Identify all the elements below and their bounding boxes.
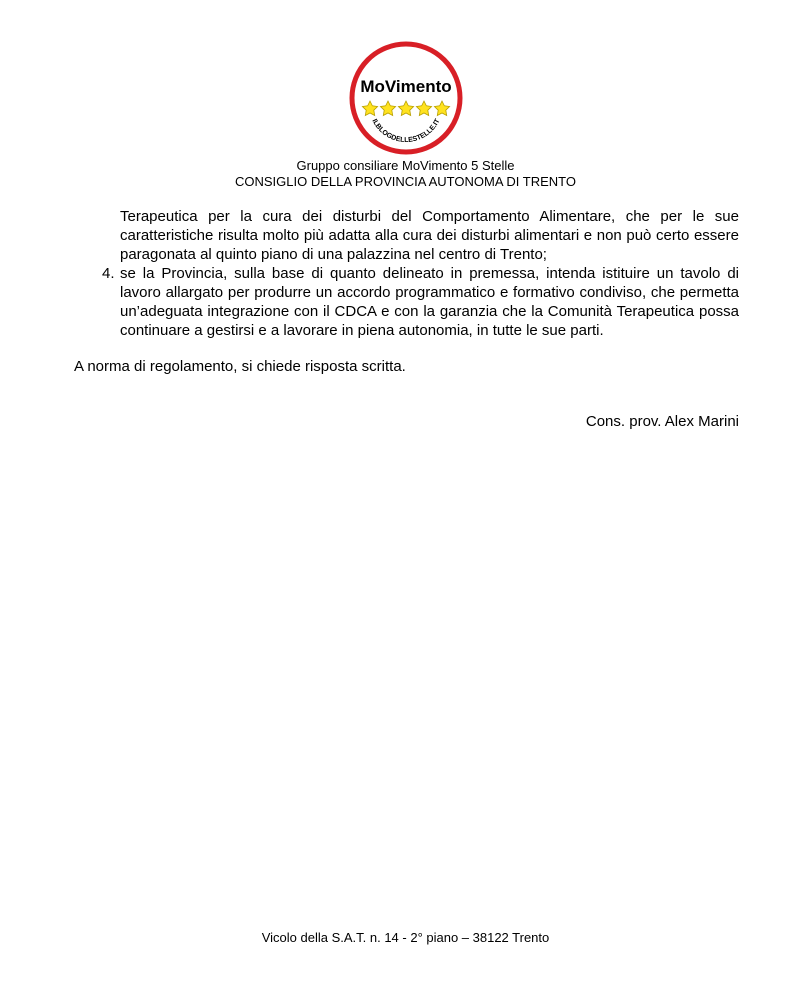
footer-address: Vicolo della S.A.T. n. 14 - 2° piano – 38122 Trento [261,930,550,945]
header-group-name: Gruppo consiliare MoVimento 5 Stelle [296,158,515,173]
movimento-logo [349,41,463,155]
list-item-4-number: 4. [102,265,115,282]
header-council-name: CONSIGLIO DELLA PROVINCIA AUTONOMA DI TRENTO [235,174,576,189]
logo-wordmark: MoVimento [360,77,452,96]
signature: Cons. prov. Alex Marini [585,413,739,430]
closing-request: A norma di regolamento, si chiede risposta scritta. [74,358,406,375]
list-item-4-text: se la Provincia, sulla base di quanto delineato in premessa, intenda istituire un tavolo di lavoro allargato per produrre un accordo programmatico e formativo condiviso, che permetta un’adeguata integrazione con il CDCA e con la garanzia che la Comunità Terapeutica possa continuare a gestirsi e a lavorare in piena autonomia, in tutte le sue parti. [120,265,739,339]
logo-url: ILBLOGDELLESTELLE.IT [370,118,442,145]
list-item-3-continuation: Terapeutica per la cura dei disturbi del Comportamento Alimentare, che per le sue caratteristiche risulta molto più adatta alla cura dei disturbi alimentari e non può certo essere paragonata al quinto piano di una palazzina nel centro di Trento; [120,208,739,263]
